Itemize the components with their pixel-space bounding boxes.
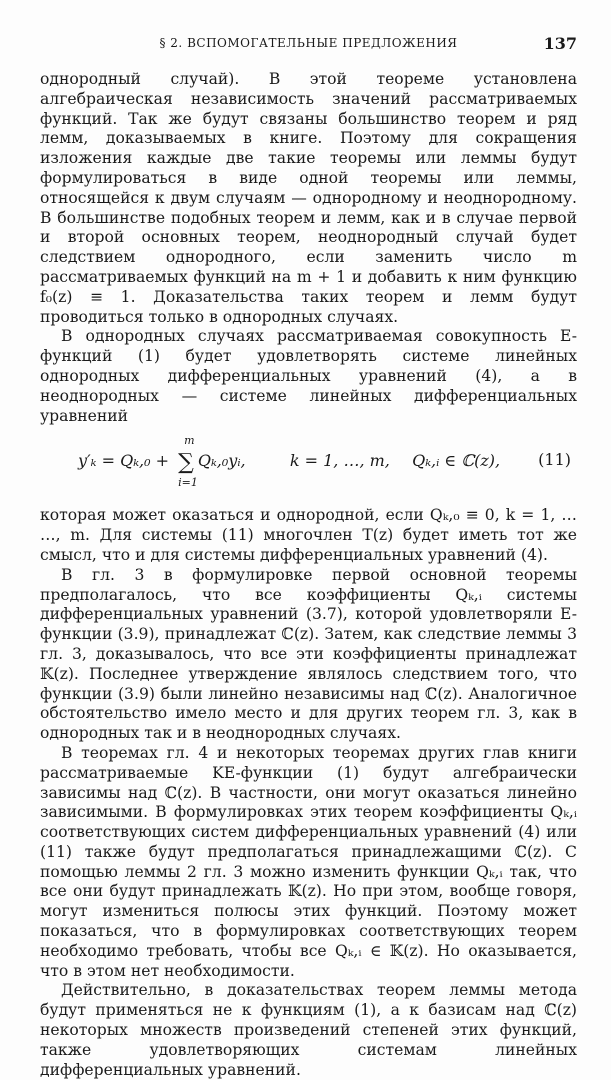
equation-lhs: y′ₖ = Qₖ,₀ + [78, 451, 175, 471]
paragraph-2: В однородных случаях рассматриваемая совокупность E-функций (1) будет удовлетворять системе линейных однородных дифференциальных уравнений (4), а в неоднородных — системе линейных дифференциальных уравнений [40, 327, 577, 425]
sum-term: Qₖ,₀yᵢ, [197, 451, 246, 471]
sum-lower-limit: i=1 [178, 476, 198, 490]
paragraph-1: однородный случай). В этой теореме установлена алгебраическая независимость значений рассматриваемых функций. Так же будут связаны большинство теорем и ряд лемм, доказываемых в книге. Поэтому для сокращения изложения каждые две такие теоремы или леммы будут формулироваться в виде одной теоремы или леммы, относящейся к двум случаям — однородному и неоднородному. В большинстве подобных теорем и лемм, как и в случае первой и второй основных теорем, неоднородный случай будет следствием однородного, если заменить число m рассматриваемых функций на m + 1 и добавить к ним функцию f₀(z) ≡ 1. Доказательства таких теорем и лемм будут проводиться только в однородных случаях. [40, 70, 577, 326]
body-text [40, 70, 577, 1080]
page-number: 137 [543, 34, 577, 53]
equation-11 [40, 432, 577, 498]
equation-condition-k: k = 1, …, m, [289, 451, 390, 471]
paragraph-3: которая может оказаться и однородной, если Qₖ,₀ ≡ 0, k = 1, … …, m. Для системы (11) многочлен T(z) будет иметь тот же смысл, что и для системы дифференциальных уравнений (4). [40, 506, 577, 564]
paragraph-5: В теоремах гл. 4 и некоторых теоремах других глав книги рассматриваемые KE-функции (1) будут алгебраически зависимы над ℂ(z). В частности, они могут оказаться линейно зависимыми. В формулировках этих теорем коэффициенты Qₖ,ᵢ соответствующих систем дифференциальных уравнений (4) или (11) также будут предполагаться принадлежащими ℂ(z). С помощью леммы 2 гл. 3 можно изменить функции Qₖ,ᵢ так, что все они будут принадлежать 𝕂(z). Но при этом, вообще говоря, могут измениться полюсы этих функций. Поэтому может показаться, что в формулировках соответствующих теорем необходимо требовать, чтобы все Qₖ,ᵢ ∈ 𝕂(z). Но оказывается, что в этом нет необходимости. [40, 743, 577, 980]
paragraph-4: В гл. 3 в формулировке первой основной теоремы предполагалось, что все коэффициенты Qₖ,ᵢ системы дифференциальных уравнений (3.7), которой удовлетворяли E-функции (3.9), принадлежат ℂ(z). Затем, как следствие леммы 3 гл. 3, доказывалось, что все эти коэффициенты принадлежат 𝕂(z). Последнее утверждение являлось следствием того, что функции (3.9) были линейно независимы над ℂ(z). Аналогичное обстоятельство имело место и для других теорем гл. 3, как в однородных так и в неоднородных случаях. [40, 565, 577, 743]
sum-upper-limit: m [184, 434, 195, 448]
summation-sign: ∑ m i=1 [178, 434, 198, 490]
running-head [40, 34, 577, 54]
equation-condition-q: Qₖ,ᵢ ∈ ℂ(z), [412, 451, 501, 471]
paragraph-6: Действительно, в доказательствах теорем леммы метода будут применяться не к функциям (1), а к базисам над ℂ(z) некоторых множеств произведений степеней этих функций, также удовлетворяющих системам линейных дифференциальных уравнений. [40, 981, 577, 1079]
section-title: § 2. ВСПОМОГАТЕЛЬНЫЕ ПРЕДЛОЖЕНИЯ [159, 36, 458, 50]
equation-number: (11) [538, 450, 571, 470]
